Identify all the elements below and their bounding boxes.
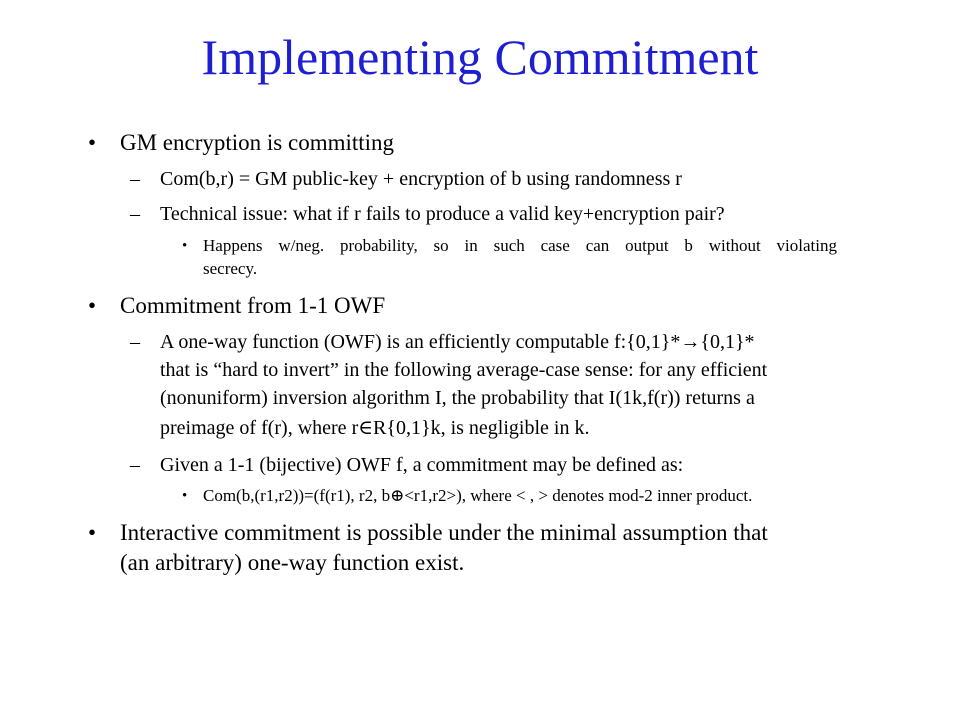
owf-definition-line-1: A one-way function (OWF) is an efficiently computable f:{0,1}*→{0,1}* xyxy=(160,331,755,353)
slide-title: Implementing Commitment xyxy=(201,29,759,85)
subbullet-com-definition: Com(b,r) = GM public-key + encryption of b using randomness r xyxy=(160,168,682,190)
subsubbullet-com-formula: Com(b,(r1,r2))=(f(r1), r2, b⊕<r1,r2>), where < , > denotes mod-2 inner product. xyxy=(203,486,753,505)
owf-definition-line-4: preimage of f(r), where r∈R{0,1}k, is negligible in k. xyxy=(160,417,590,439)
owf-definition-line-3: (nonuniform) inversion algorithm I, the probability that I(1k,f(r)) returns a xyxy=(160,387,755,409)
dash-icon: – xyxy=(130,454,140,476)
bullet-gm-encryption: GM encryption is committing xyxy=(120,130,395,155)
subbullet-bijective-owf: Given a 1-1 (bijective) OWF f, a commitment may be defined as: xyxy=(160,454,684,476)
bullet-interactive-commitment-line-1: Interactive commitment is possible under the minimal assumption that xyxy=(120,520,768,545)
small-bullet-icon: • xyxy=(182,238,188,254)
subbullet-technical-issue: Technical issue: what if r fails to produce a valid key+encryption pair? xyxy=(160,203,725,225)
bullet-interactive-commitment-line-2: (an arbitrary) one-way function exist. xyxy=(120,550,465,575)
owf-definition-line-2: that is “hard to invert” in the following average-case sense: for any efficient xyxy=(160,359,768,381)
dash-icon: – xyxy=(130,331,140,353)
subsubbullet-neg-probability: Happens w/neg. probability, so in such case can output b without violating xyxy=(203,236,837,255)
subsubbullet-neg-probability-cont: secrecy. xyxy=(203,259,258,278)
bullet-icon: • xyxy=(88,293,97,318)
small-bullet-icon: • xyxy=(182,488,188,504)
bullet-icon: • xyxy=(88,520,97,545)
dash-icon: – xyxy=(130,168,140,190)
bullet-commitment-owf: Commitment from 1-1 OWF xyxy=(120,293,386,318)
bullet-icon: • xyxy=(88,130,97,155)
dash-icon: – xyxy=(130,203,140,225)
